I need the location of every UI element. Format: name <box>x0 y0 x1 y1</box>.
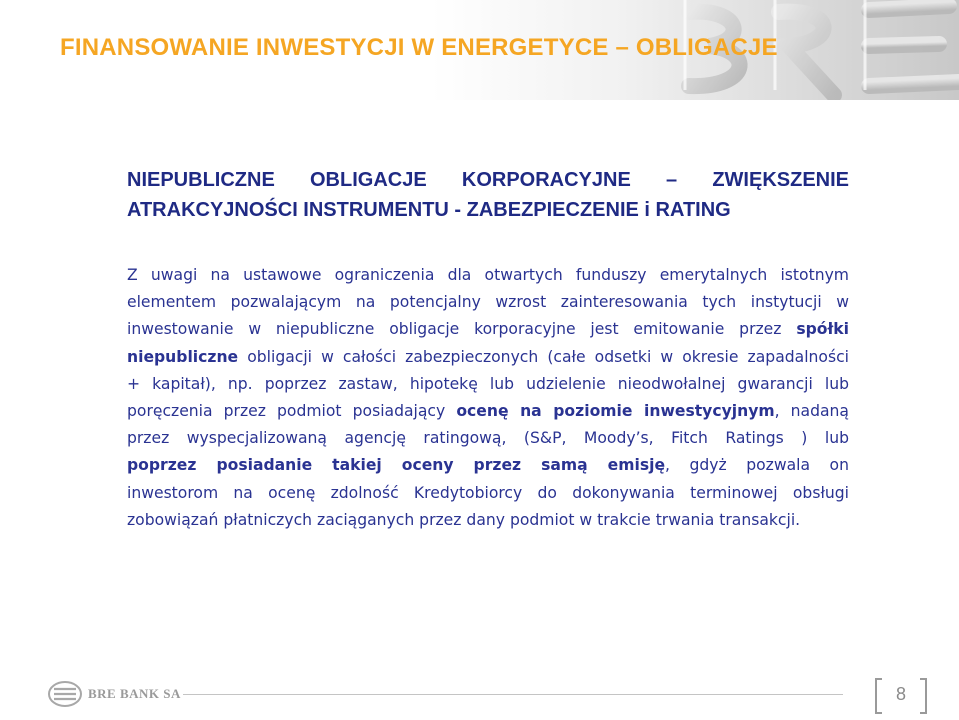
body-line: Z uwagi na ustawowe ograniczenia dla otwartych funduszy emerytalnych istotnym <box>127 266 849 284</box>
page-number: 8 <box>895 684 906 704</box>
page-number-box <box>873 676 929 716</box>
body-paragraph <box>127 262 849 534</box>
body-line <box>127 398 849 425</box>
emphasis-text: ocenę na poziomie inwestycyjnym <box>456 402 775 421</box>
body-text-run: obligacji w całości zabezpieczonych (całe odsetki w okresie zapadalności <box>238 347 849 366</box>
footer-divider <box>183 694 843 695</box>
body-line <box>127 316 849 343</box>
bre-logo-icon <box>47 680 83 708</box>
body-line: elementem pozwalającym na potencjalny wzrost zainteresowania tych instytucji w <box>127 293 849 312</box>
body-text-run: , gdyż pozwala on <box>665 456 849 475</box>
body-line: zobowiązań płatniczych zaciąganych przez dany podmiot w trakcie trwania transakcji. <box>127 510 801 529</box>
slide-title: FINANSOWANIE INWESTYCJI W ENERGETYCE – OBLIGACJE <box>60 34 778 61</box>
emphasis-text: poprzez posiadanie takiej oceny przez samą emisję <box>127 456 666 475</box>
body-line <box>127 344 849 371</box>
body-text-run: poręczenia przez podmiot posiadający <box>127 402 457 421</box>
body-line: + kapitał), np. poprzez zastaw, hipotekę lub udzielenie nieodwołalnej gwarancji lub <box>127 374 849 393</box>
emphasis-text: niepubliczne <box>127 347 239 366</box>
emphasis-text: spółki <box>796 320 849 339</box>
body-line: inwestorom na ocenę zdolność Kredytobiorcy do dokonywania terminowej obsługi <box>127 483 849 502</box>
body-line: przez wyspecjalizowaną agencję ratingową, (S&P, Moody’s, Fitch Ratings ) lub <box>127 429 849 448</box>
body-line <box>127 452 849 479</box>
slide-subtitle <box>127 165 849 225</box>
subtitle-line-1: NIEPUBLICZNE OBLIGACJE KORPORACYJNE – ZWIĘKSZENIE <box>127 169 849 191</box>
footer-brand: BRE BANK SA <box>88 686 181 701</box>
body-text-run: , nadaną <box>774 402 849 421</box>
subtitle-line-2: ATRAKCYJNOŚCI INSTRUMENTU - ZABEZPIECZENIE i RATING <box>127 199 731 221</box>
body-text-run: inwestowanie w niepubliczne obligacje korporacyjne jest emitowanie przez <box>127 320 797 339</box>
